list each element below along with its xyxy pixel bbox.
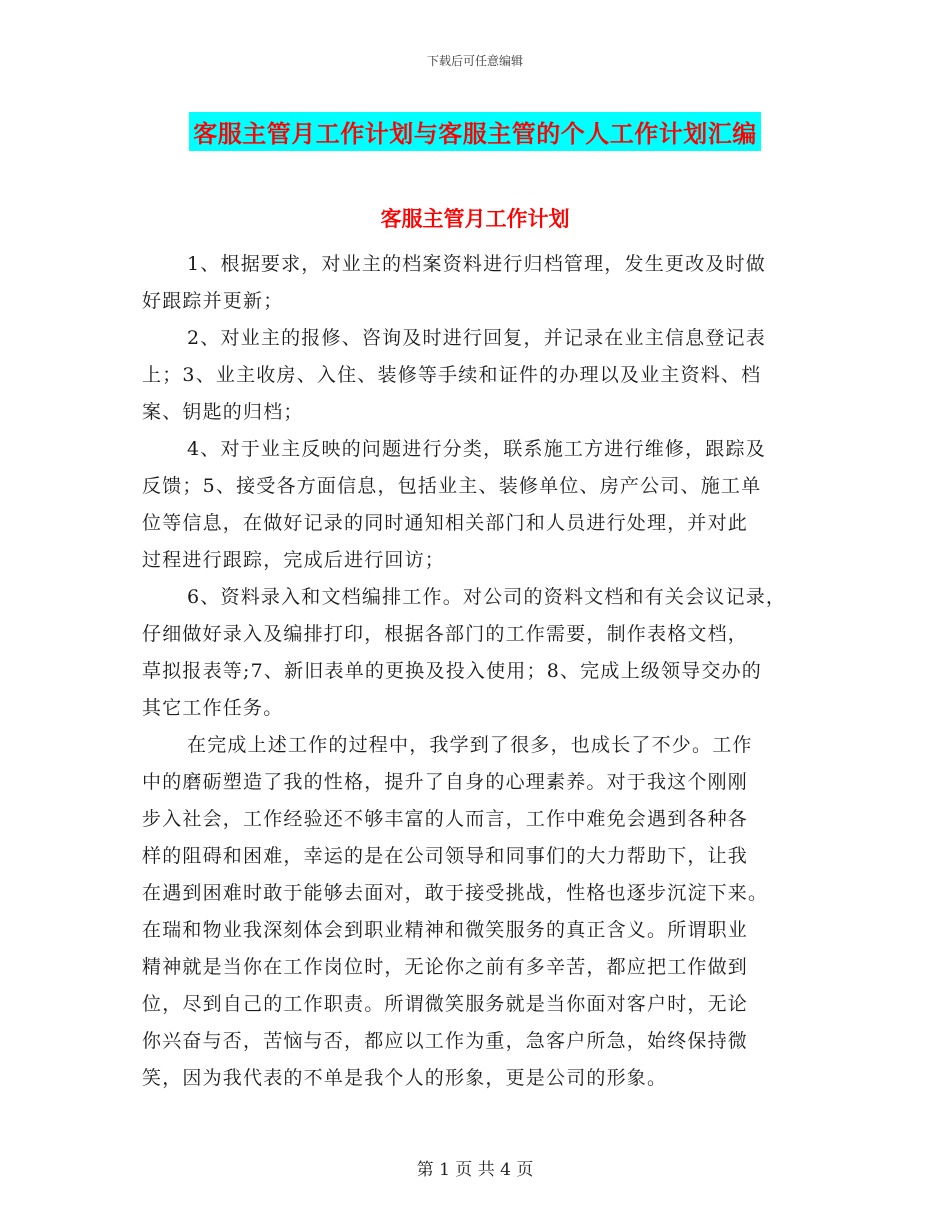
paragraph-line: 其它工作任务。 [142, 697, 284, 719]
paragraph-line: 你兴奋与否，苦恼与否，都应以工作为重，急客户所急，始终保持微 [142, 1030, 749, 1052]
paragraph-line: 反馈；5、接受各方面信息，包括业主、装修单位、房产公司、施工单 [142, 475, 762, 497]
paragraph-line: 笑，因为我代表的不单是我个人的形象，更是公司的形象。 [142, 1067, 668, 1089]
paragraph-line: 在遇到困难时敢于能够去面对，敢于接受挑战，性格也逐步沉淀下来。 [142, 882, 769, 904]
page-number-footer: 第 1 页 共 4 页 [416, 1160, 534, 1180]
document-title: 客服主管月工作计划与客服主管的个人工作计划汇编 [189, 112, 761, 151]
paragraph-line: 在完成上述工作的过程中，我学到了很多，也成长了不少。工作 [187, 734, 753, 756]
paragraph-line: 精神就是当你在工作岗位时，无论你之前有多辛苦，都应把工作做到 [142, 956, 749, 978]
paragraph-line: 样的阻碍和困难，幸运的是在公司领导和同事们的大力帮助下，让我 [142, 845, 749, 867]
paragraph-line: 2、对业主的报修、咨询及时进行回复，并记录在业主信息登记表 [187, 327, 766, 349]
document-body [142, 246, 812, 1097]
section-title: 客服主管月工作计划 [380, 206, 570, 231]
page-header-note: 下载后可任意编辑 [426, 54, 523, 68]
paragraph-line: 案、钥匙的归档； [142, 401, 304, 423]
paragraph-line: 在瑞和物业我深刻体会到职业精神和微笑服务的真正含义。所谓职业 [142, 919, 749, 941]
paragraph-line: 草拟报表等;7、新旧表单的更换及投入使用；8、完成上级领导交办的 [142, 660, 762, 682]
paragraph-line: 6、资料录入和文档编排工作。对公司的资料文档和有关会议记录， [187, 586, 787, 608]
paragraph-line: 1、根据要求，对业主的档案资料进行归档管理，发生更改及时做 [187, 253, 766, 275]
paragraph-line: 上；3、业主收房、入住、装修等手续和证件的办理以及业主资料、档 [142, 364, 762, 386]
paragraph-line: 仔细做好录入及编排打印，根据各部门的工作需要，制作表格文档， [142, 623, 749, 645]
document-title-container [0, 112, 950, 151]
paragraph-line: 步入社会，工作经验还不够丰富的人而言，工作中难免会遇到各种各 [142, 808, 749, 830]
paragraph-line: 过程进行跟踪，完成后进行回访； [142, 549, 446, 571]
paragraph-line: 位，尽到自己的工作职责。所谓微笑服务就是当你面对客户时，无论 [142, 993, 749, 1015]
paragraph-line: 4、对于业主反映的问题进行分类，联系施工方进行维修，跟踪及 [187, 438, 766, 460]
paragraph-line: 中的磨砺塑造了我的性格，提升了自身的心理素养。对于我这个刚刚 [142, 771, 749, 793]
paragraph-line: 好跟踪并更新； [142, 290, 284, 312]
paragraph-line: 位等信息，在做好记录的同时通知相关部门和人员进行处理，并对此 [142, 512, 749, 534]
